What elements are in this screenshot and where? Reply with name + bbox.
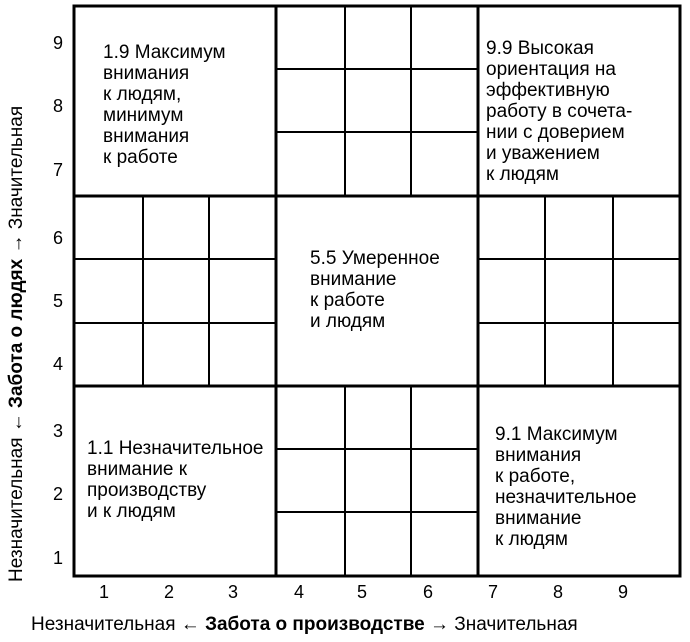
y-tick-6: 6 — [52, 228, 63, 248]
y-tick-9: 9 — [52, 33, 63, 53]
y-axis-arrow-up: → — [6, 234, 27, 254]
y-tick-3: 3 — [52, 421, 63, 441]
box-9-1: 9.1 Максимум внимания к работе, незначительное внимание к людям — [495, 424, 637, 550]
x-tick-1: 1 — [98, 582, 109, 602]
x-tick-4: 4 — [293, 582, 304, 602]
box-5-5: 5.5 Умеренное внимание к работе и людям — [310, 248, 440, 332]
x-axis-label — [31, 614, 578, 636]
y-tick-8: 8 — [52, 96, 63, 116]
x-tick-3: 3 — [227, 582, 238, 602]
x-axis-high: Значительная — [454, 614, 578, 635]
x-axis-title: Забота о производстве — [205, 614, 425, 635]
y-axis-high: Значительная — [6, 105, 27, 230]
y-tick-1: 1 — [52, 548, 63, 568]
x-tick-6: 6 — [422, 582, 433, 602]
box-1-1: 1.1 Незначительное внимание к производству и к людям — [87, 438, 264, 522]
y-tick-7: 7 — [52, 160, 63, 180]
y-tick-5: 5 — [52, 291, 63, 311]
y-axis-arrow-down: ← — [6, 413, 27, 433]
x-axis-arrow-left: ← — [180, 614, 200, 635]
x-axis-low: Незначительная — [31, 614, 176, 635]
x-tick-9: 9 — [617, 582, 628, 602]
y-axis-label — [6, 106, 28, 582]
y-tick-4: 4 — [52, 354, 63, 374]
y-tick-2: 2 — [52, 484, 63, 504]
y-axis-title: Забота о людях — [6, 258, 27, 408]
y-axis-low: Незначительная — [6, 437, 27, 582]
box-9-9: 9.9 Высокая ориентация на эффективную работу в сочета- нии с доверием и уважением к людям — [486, 38, 633, 185]
x-tick-5: 5 — [356, 582, 367, 602]
x-axis-arrow-right: → — [430, 614, 449, 635]
x-tick-2: 2 — [163, 582, 174, 602]
x-tick-8: 8 — [552, 582, 563, 602]
x-tick-7: 7 — [487, 582, 498, 602]
box-1-9: 1.9 Максимум внимания к людям, минимум внимания к работе — [103, 42, 226, 168]
